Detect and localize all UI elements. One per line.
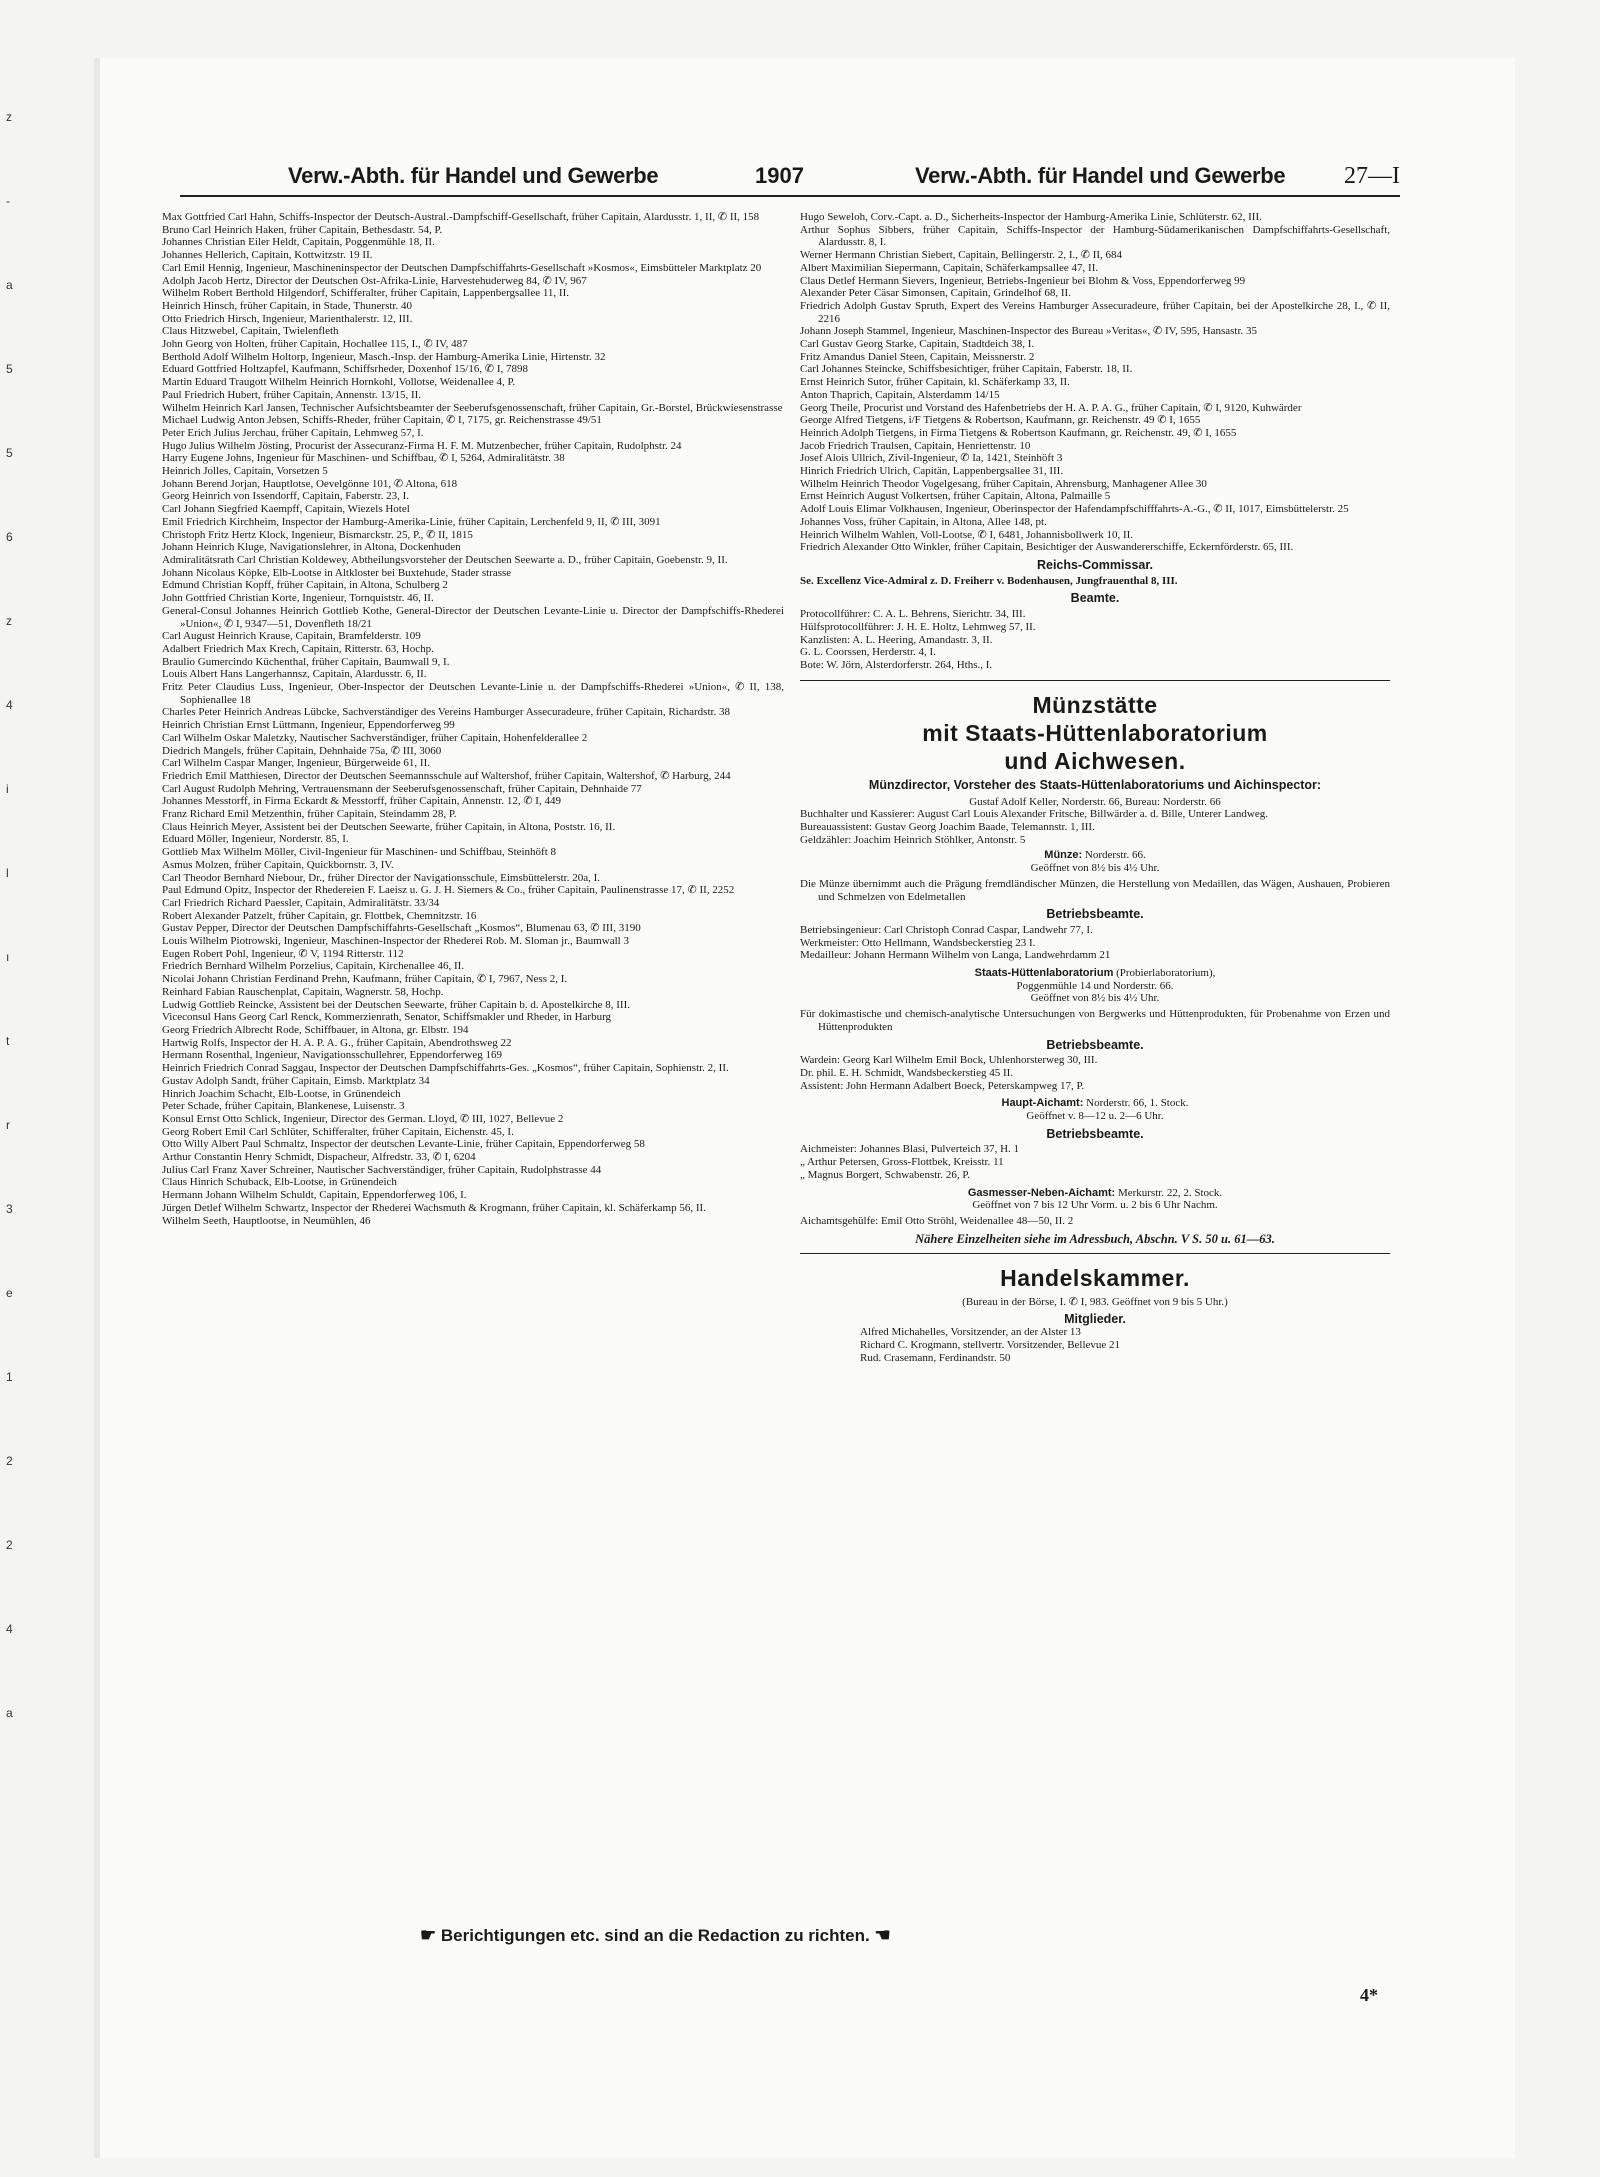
directory-entry: Arthur Constantin Henry Schmidt, Dispacheur, Alfredstr. 33, ✆ I, 6204 [162,1151,476,1164]
directory-entry: Heinrich Adolph Tietgens, in Firma Tietgens & Robertson Kaufmann, gr. Reichenstr. 49, ✆ I, 1655 [800,426,1237,439]
directory-entry: Diedrich Mangels, früher Capitain, Dehnhaide 75a, ✆ III, 3060 [162,744,442,757]
right-entries [800,211,1390,554]
directory-entry: Wilhelm Heinrich Theodor Vogelgesang, früher Capitain, Ahrensburg, Manhagener Allee 30 [800,477,1207,490]
margin-fragment: a [6,278,13,292]
directory-entry: Friedrich Emil Matthiesen, Director der Deutschen Seemannsschule auf Waltershof, früher Capitain, Waltershof, ✆ Harburg, 244 [162,769,731,782]
directory-entry: Berthold Adolf Wilhelm Holtorp, Ingenieur, Masch.-Insp. der Hamburg-Amerika Linie, Hirtenstr. 32 [162,350,606,363]
directory-entry: Otto Friedrich Hirsch, Ingenieur, Marienthalerstr. 12, III. [162,312,413,325]
betrieb3-list [800,1143,1390,1181]
gas-address: Merkurstr. 22, 2. Stock. [1117,1186,1223,1199]
muenze-text: Die Münze übernimmt auch die Prägung fremdländischer Münzen, die Herstellung von Medaillen, das Wägen, Aushauen, Probieren und Schmelzen von Edelmetallen [800,877,1390,903]
directory-entry: Reinhard Fabian Rauschenplat, Capitain, Wagnerstr. 58, Hochp. [162,985,444,998]
directory-entry: Hermann Rosenthal, Ingenieur, Navigationsschullehrer, Eppendorferweg 169 [162,1049,503,1062]
directory-entry: Claus Hitzwebel, Capitain, Twielenfleth [162,325,339,338]
directory-entry: Adolf Louis Elimar Volkhausen, Ingenieur, Oberinspector der Hafendampfschifffahrts-A.-G., ✆ II, 1017, Eimsbüttelerstr. 25 [800,503,1349,516]
directory-entry: Hugo Seweloh, Corv.-Capt. a. D., Sicherheits-Inspector der Hamburg-Amerika Linie, Schlüterstr. 62, III. [800,211,1262,223]
directory-entry: Heinrich Christian Ernst Lüttmann, Ingenieur, Eppendorferweg 99 [162,719,455,732]
directory-entry: John Gottfried Christian Korte, Ingenieur, Tornquiststr. 46, II. [162,592,434,605]
directory-entry: Christoph Fritz Hertz Klock, Ingenieur, Bismarckstr. 25, P., ✆ II, 1815 [162,528,473,541]
directory-entry: Gustav Pepper, Director der Deutschen Dampfschiffahrts-Gesellschaft „Kosmos“, Blumenau 63, ✆ III, 3190 [162,922,641,935]
directory-entry: Carl Friedrich Richard Paessler, Capitain, Admiralitätstr. 33/34 [162,896,440,909]
muenz-title-1: Münzstätte [1032,691,1158,718]
directory-entry: Johann Nicolaus Köpke, Elb-Lootse in Altkloster bei Buxtehude, Stader strasse [162,566,512,579]
muenz-title-2: mit Staats-Hüttenlaboratorium [922,719,1268,746]
right-column [800,211,1390,1364]
muenz-director-title: Münzdirector, Vorsteher des Staats-Hüttenlaboratoriums und Aichinspector: [868,777,1322,792]
directory-entry: Carl Johann Siegfried Kaempff, Capitain, Wiezels Hotel [162,503,410,516]
betrieb2-title: Betriebsbeamte. [1046,1037,1144,1052]
directory-entry: Bruno Carl Heinrich Haken, früher Capitain, Bethesdastr. 54, P. [162,223,443,236]
directory-entry: Albert Maximilian Siepermann, Capitain, Schäferkampsallee 47, II. [800,261,1099,274]
directory-entry: Asmus Molzen, früher Capitain, Quickbornstr. 3, IV. [162,858,394,871]
margin-fragment: - [6,194,10,208]
pointing-hand-right-icon: ☚ [874,1925,891,1945]
directory-entry: Robert Alexander Patzelt, früher Capitain, gr. Flottbek, Chemnitzstr. 16 [162,909,477,922]
betrieb1-title: Betriebsbeamte. [1046,907,1144,922]
directory-entry: Fritz Peter Claudius Luss, Ingenieur, Ober-Inspector der Deutschen Levante-Linie u. der Dampfschiffs-Rhederei »Union«, ✆ II, 138, Sophienallee 18 [162,681,784,706]
aich-line [800,1097,1390,1110]
member-entry: Richard C. Krogmann, stellvertr. Vorsitzender, Bellevue 21 [860,1338,1121,1351]
staff-entry: Betriebsingenieur: Carl Christoph Conrad Caspar, Landwehr 77, I. [800,923,1093,936]
staff-entry: Medailleur: Johann Hermann Wilhelm von Langa, Landwehrdamm 21 [800,949,1111,962]
margin-fragment: 5 [6,362,13,376]
directory-entry: Harry Eugene Johns, Ingenieur für Maschinen- und Schiffbau, ✆ I, 5264, Admiralitätstr. 38 [162,452,565,465]
aich-label: Haupt-Aichamt: [1001,1097,1084,1110]
directory-entry: Hermann Johann Wilhelm Schuldt, Capitain, Eppendorferweg 106, I. [162,1189,467,1202]
directory-entry: Viceconsul Hans Georg Carl Renck, Kommerzienrath, Senator, Schiffsmakler und Rheder, in Harburg [162,1011,612,1024]
directory-entry: Georg Heinrich von Issendorff, Capitain, Faberstr. 23, I. [162,490,410,503]
directory-entry: Ernst Heinrich August Volkertsen, früher Capitain, Altona, Palmaille 5 [800,490,1111,503]
directory-entry: Werner Hermann Christian Siebert, Capitain, Bellingerstr. 2, I., ✆ II, 684 [800,249,1123,262]
directory-entry: Johann Joseph Stammel, Ingenieur, Maschinen-Inspector des Bureau »Veritas«, ✆ IV, 595, Hansastr. 35 [800,325,1258,338]
huetten-line [800,967,1390,980]
directory-entry: Anton Thaprich, Capitain, Alsterdamm 14/15 [800,388,1000,401]
member-entry: Rud. Crasemann, Ferdinandstr. 50 [860,1351,1011,1364]
pointing-hand-left-icon: ☛ [420,1925,437,1945]
staff-entry: Aichmeister: Johannes Blasi, Pulverteich 37, H. 1 [800,1143,1020,1156]
header-left-title: Verw.-Abth. für Handel und Gewerbe [288,163,659,188]
directory-entry: Wilhelm Heinrich Karl Jansen, Technischer Aufsichtsbeamter der Seeberufsgenossenschaft, früher Capitain, Gr.-Borstel, Brückwiesenstrasse [162,401,783,414]
muenze-line [800,849,1390,862]
staff-entry: Werkmeister: Otto Hellmann, Wandsbeckerstieg 23 I. [800,936,1036,949]
directory-entry: General-Consul Johannes Heinrich Gottlieb Kothe, General-Director der Deutschen Levante-Linie u. Director der Dampfschiffs-Rhederei »Union«, ✆ I, 9347—51, Dovenfleth 18/21 [162,604,784,630]
reichs-commissar-title: Reichs-Commissar. [1036,557,1154,572]
section-rule [800,680,1390,681]
directory-entry: Jacob Friedrich Traulsen, Capitain, Henriettenstr. 10 [800,439,1031,452]
directory-entry: Edmund Christian Kopff, früher Capitain, in Altona, Schulberg 2 [162,579,448,592]
beamte-entry: Bote: W. Jörn, Alsterdorferstr. 264, Hths., I. [800,658,993,671]
margin-fragment: l [6,866,9,880]
margin-fragment: r [6,1118,10,1132]
directory-entry: Louis Wilhelm Piotrowski, Ingenieur, Maschinen-Inspector der Rhederei Rob. M. Sloman jr., Baumwall 3 [162,935,629,948]
directory-entry: Johannes Messtorff, in Firma Eckardt & Messtorff, früher Capitain, Annenstr. 12, ✆ I, 449 [162,795,561,808]
directory-entry: Ernst Heinrich Sutor, früher Capitain, kl. Schäferkamp 33, II. [800,376,1070,389]
directory-entry: Otto Willy Albert Paul Schmaltz, Inspector der deutschen Levante-Linie, früher Capitain, Eppendorferweg 58 [162,1138,645,1151]
gas-label: Gasmesser-Neben-Aichamt: [967,1186,1116,1199]
margin-fragment: 3 [6,1202,13,1216]
beamte-entry: Protocollführer: C. A. L. Behrens, Sierichtr. 34, III. [800,608,1026,621]
betrieb1-list [800,924,1390,962]
directory-entry: Adalbert Friedrich Max Krech, Capitain, Ritterstr. 63, Hochp. [162,642,434,655]
directory-entry: Heinrich Jolles, Capitain, Vorsetzen 5 [162,465,328,478]
header-year: 1907 [755,163,804,188]
directory-entry: Carl Theodor Bernhard Niebour, Dr., früher Director der Navigationsschule, Eimsbüttelerstr. 20a, I. [162,871,601,884]
handelskammer-members [800,1326,1390,1364]
directory-entry: Friedrich Bernhard Wilhelm Porzelius, Capitain, Kirchenallee 46, II. [162,960,465,973]
huetten-hours: Geöffnet von 8½ bis 4½ Uhr. [1030,992,1160,1005]
directory-entry: Eduard Möller, Ingenieur, Norderstr. 85, I. [162,833,349,846]
directory-entry: Arthur Sophus Sibbers, früher Capitain, Schiffs-Inspector der Hamburg-Südamerikanischen Dampfschiffahrts-Gesellschaft, Alardusstr. 8, I. [800,223,1390,249]
header-page-number: 27—I [1344,163,1400,189]
directory-entry: Max Gottfried Carl Hahn, Schiffs-Inspector der Deutsch-Austral.-Dampfschiff-Gesellschaft, früher Capitain, Alardusstr. 1, II, ✆ II, 158 [162,211,760,223]
directory-entry: Louis Albert Hans Langerhannsz, Capitain, Alardusstr. 6, II. [162,668,427,681]
directory-entry: Wilhelm Seeth, Hauptlootse, in Neumühlen, 46 [162,1214,371,1227]
directory-entry: Charles Peter Heinrich Andreas Lübcke, Sachverständiger des Vereins Hamburger Assecuradeure, früher Capitain, Richardstr. 38 [162,706,731,719]
muenz-director: Gustaf Adolf Keller, Norderstr. 66, Bureau: Norderstr. 66 [969,795,1221,808]
margin-fragment: 2 [6,1538,13,1552]
directory-entry: Georg Theile, Procurist und Vorstand des Hafenbetriebs der H. A. P. A. G., früher Capitain, ✆ I, 9120, Kuhwärder [800,401,1302,414]
directory-entry: Paul Edmund Opitz, Inspector der Rhedereien F. Laeisz u. G. J. H. Siemers & Co., früher Capitain, Paulinenstrasse 17, ✆ II, 2252 [162,884,735,897]
staff-entry: Buchhalter und Kassierer: August Carl Louis Alexander Fritsche, Billwärder a. d. Bille, Unterer Landweg. [800,808,1268,821]
margin-fragment: z [6,614,12,628]
betrieb3-title: Betriebsbeamte. [1046,1126,1144,1141]
beamte-entry: Hülfsprotocollführer: J. H. E. Holtz, Lehmweg 57, II. [800,620,1036,633]
beamte-entry: G. L. Coorssen, Herderstr. 4, I. [800,646,936,659]
directory-entry: Admiralitätsrath Carl Christian Koldewey, Abtheilungsvorsteher der Deutschen Seewarte a. D., früher Capitain, Goebenstr. 9, II. [162,553,728,566]
directory-entry: Georg Friedrich Albrecht Rode, Schiffbauer, in Altona, gr. Elbstr. 194 [162,1024,469,1036]
handelskammer-title: Handelskammer. [1000,1265,1190,1292]
margin-fragment: e [6,1286,13,1300]
muenze-hours: Geöffnet von 8½ bis 4½ Uhr. [1030,862,1160,875]
left-page-margin [0,110,30,1810]
directory-entry: Johannes Hellerich, Capitain, Kottwitzstr. 19 II. [162,249,373,262]
huetten-text: Für dokimastische und chemisch-analytische Untersuchungen von Bergwerks und Hüttenprodukten, für Probenahme von Erzen und Hüttenprodukten [800,1008,1390,1033]
margin-fragment: 5 [6,446,13,460]
section-rule-2 [800,1253,1390,1254]
directory-entry: John Georg von Holten, früher Capitain, Hochallee 115, I., ✆ IV, 487 [162,338,468,351]
huetten-label: Staats-Hüttenlaboratorium [974,967,1114,980]
directory-entry: Adolph Jacob Hertz, Director der Deutschen Ost-Afrika-Linie, Harvestehuderweg 84, ✆ IV, 967 [162,274,587,287]
directory-entry: Emil Friedrich Kirchheim, Inspector der Hamburg-Amerika-Linie, früher Capitain, Lerchenfeld 9, II, ✆ III, 3091 [162,515,661,528]
directory-entry: Johann Heinrich Kluge, Navigationslehrer, in Altona, Dockenhuden [162,541,461,554]
directory-entry: Johannes Voss, früher Capitain, in Altona, Allee 148, pt. [800,515,1047,528]
directory-entry: Carl Wilhelm Caspar Manger, Ingenieur, Bürgerweide 61, II. [162,757,430,770]
directory-entry: Heinrich Hinsch, früher Capitain, in Stade, Thunerstr. 40 [162,299,412,312]
directory-entry: Claus Heinrich Meyer, Assistent bei der Deutschen Seewarte, früher Capitain, in Altona, Poststr. 16, II. [162,820,616,833]
staff-entry: „ Arthur Petersen, Gross-Flottbek, Kreisstr. 11 [800,1156,1004,1169]
directory-entry: Claus Detlef Hermann Sievers, Ingenieur, Betriebs-Ingenieur bei Blohm & Voss, Eppendorferweg 99 [800,274,1246,287]
directory-entry: Josef Alois Ullrich, Zivil-Ingenieur, ✆ Ia, 1421, Steinhöft 3 [800,452,1063,465]
directory-entry: Hartwig Rolfs, Inspector der H. A. P. A. G., früher Capitain, Abendrothsweg 22 [162,1036,512,1049]
directory-entry: Gottlieb Max Wilhelm Möller, Civil-Ingenieur für Maschinen- und Schiffbau, Steinhöft 8 [162,846,557,859]
reichs-commissar-text: Se. Excellenz Vice-Admiral z. D. Freiherr v. Bodenhausen, Jungfrauenthal 8, III. [800,574,1178,587]
betrieb2-list [800,1054,1390,1092]
huetten-address: Poggenmühle 14 und Norderstr. 66. [1016,979,1174,992]
directory-entry: Fritz Amandus Daniel Steen, Capitain, Meissnerstr. 2 [800,350,1035,363]
directory-entry: Eduard Gottfried Holtzapfel, Kaufmann, Schiffsrheder, Doxenhof 15/16, ✆ I, 7898 [162,363,528,376]
directory-entry: Carl August Heinrich Krause, Capitain, Bramfelderstr. 109 [162,630,421,643]
directory-entry: Hinrich Joachim Schacht, Elb-Lootse, in Grünendeich [162,1087,401,1100]
directory-entry: Martin Eduard Traugott Wilhelm Heinrich Hornkohl, Vollotse, Weidenallee 4, P. [162,376,516,389]
directory-entry: Peter Erich Julius Jerchau, früher Capitain, Lehmweg 57, I. [162,426,424,439]
gas-line [800,1187,1390,1200]
staff-entry: Geldzähler: Joachim Heinrich Stöhlker, Antonstr. 5 [800,833,1026,846]
directory-entry: Claus Hinrich Schuback, Elb-Lootse, in Grünendeich [162,1176,397,1189]
directory-entry: Konsul Ernst Otto Schlick, Ingenieur, Director des German. Lloyd, ✆ III, 1027, Bellevue 2 [162,1112,564,1125]
staff-entry: Bureauassistent: Gustav Georg Joachim Baade, Telemannstr. 1, III. [800,821,1095,834]
page-header [180,163,1400,197]
directory-entry: Carl Emil Hennig, Ingenieur, Maschineninspector der Deutschen Dampfschiffahrts-Gesellschaft »Kosmos«, Eimsbütteler Marktplatz 20 [162,261,762,274]
beamte-title: Beamte. [1070,591,1120,606]
margin-fragment: 4 [6,698,13,712]
directory-entry: Michael Ludwig Anton Jebsen, Schiffs-Rheder, früher Capitain, ✆ I, 7175, gr. Reichenstrasse 49/51 [162,414,602,427]
directory-entry: Nicolai Johann Christian Ferdinand Prehn, Kaufmann, früher Capitain, ✆ I, 7967, Ness 2, I. [162,973,568,986]
aich-address: Norderstr. 66, 1. Stock. [1086,1097,1189,1110]
left-column [162,211,784,1227]
footer-text: Berichtigungen etc. sind an die Redaction zu richten. [440,1926,870,1945]
directory-entry: Carl August Rudolph Mehring, Vertrauensmann der Seeberufsgenossenschaft, früher Capitain, Dehnhaide 77 [162,782,642,795]
directory-entry: Wilhelm Robert Berthold Hilgendorf, Schifferalter, früher Capitain, Lappenbergsallee 11, II. [162,287,570,300]
margin-fragment: ı [6,950,10,964]
directory-entry: Johann Berend Jorjan, Hauptlotse, Oevelgönne 101, ✆ Altona, 618 [162,477,458,490]
staff-entry: Wardein: Georg Karl Wilhelm Emil Bock, Uhlenhorsterweg 30, III. [800,1054,1098,1067]
directory-entry: Ludwig Gottlieb Reincke, Assistent bei der Deutschen Seewarte, früher Capitain b. d. Apostelkirche 8, III. [162,998,630,1011]
directory-entry: Friedrich Adolph Gustav Spruth, Expert des Vereins Hamburger Assecuradeure, früher Capitain, bei der Apostelkirche 28, I., ✆ II, 2216 [800,299,1390,325]
handelskammer-mitglieder: Mitglieder. [1064,1312,1126,1327]
directory-entry: Heinrich Wilhelm Wahlen, Voll-Lootse, ✆ I, 6481, Johannisbollwerk 10, II. [800,528,1134,541]
staff-entry: Dr. phil. E. H. Schmidt, Wandsbeckerstieg 45 II. [800,1066,1014,1079]
directory-entry: Friedrich Alexander Otto Winkler, früher Capitain, Besichtiger der Auswandererschiffe, Eckernförderstr. 65, III. [800,541,1294,554]
muenze-address: Norderstr. 66. [1084,849,1146,862]
directory-entry: Julius Carl Franz Xaver Schreiner, Nautischer Sachverständiger, früher Capitain, Rudolphstrasse 44 [162,1163,602,1176]
directory-entry: Franz Richard Emil Metzenthin, früher Capitain, Steindamm 28, P. [162,808,457,821]
beamte-entry: Kanzlisten: A. L. Heering, Amandastr. 3, II. [800,633,993,646]
margin-fragment: t [6,1034,10,1048]
page-footer [420,1925,1320,1946]
directory-entry: Jürgen Detlef Wilhelm Schwartz, Inspector der Rhederei Wachsmuth & Krogmann, früher Capitain, kl. Schäferkamp 56, II. [162,1201,706,1214]
muenz-staff [800,808,1390,846]
margin-fragment: 6 [6,530,13,544]
margin-fragment: 2 [6,1454,13,1468]
header-right-title: Verw.-Abth. für Handel und Gewerbe [915,163,1286,188]
margin-fragment: i [6,782,9,796]
aichgehuelfe: Aichamtsgehülfe: Emil Otto Ströhl, Weidenallee 48—50, II. 2 [800,1215,1074,1227]
margin-fragment: 4 [6,1622,13,1636]
directory-entry: Carl Johannes Steincke, Schiffsbesichtiger, früher Capitain, Faberstr. 18, II. [800,363,1133,376]
directory-entry: Hinrich Friedrich Ulrich, Capitän, Lappenbergsallee 31, III. [800,465,1064,478]
margin-fragment: 1 [6,1370,13,1384]
directory-entry: Georg Robert Emil Carl Schlüter, Schifferalter, früher Capitain, Eichenstr. 45, I. [162,1125,514,1138]
directory-entry: Braulio Gumercindo Küchenthal, früher Capitain, Baumwall 9, I. [162,655,450,668]
directory-entry: Peter Schade, früher Capitain, Blankenese, Luisenstr. 3 [162,1100,405,1113]
directory-entry: Heinrich Friedrich Conrad Saggau, Inspector der Deutschen Dampfschiffahrts-Ges. „Kosmos“, früher Capitain, Sophienstr. 2, II. [162,1062,729,1075]
directory-entry: Carl Wilhelm Oskar Maletzky, Nautischer Sachverständiger, früher Capitain, Hohenfelderallee 2 [162,731,588,744]
muenz-title-3: und Aichwesen. [1004,747,1186,774]
directory-entry: Gustav Adolph Sandt, früher Capitain, Eimsb. Marktplatz 34 [162,1074,430,1087]
margin-fragment: z [6,110,12,124]
member-entry: Alfred Michahelles, Vorsitzender, an der Alster 13 [860,1326,1081,1339]
handelskammer-sub: (Bureau in der Börse, I. ✆ I, 983. Geöffnet von 9 bis 5 Uhr.) [962,1296,1228,1309]
page-number: 4* [1360,1985,1378,2005]
directory-entry: Alexander Peter Cäsar Simonsen, Capitain, Grindelhof 68, II. [800,287,1071,300]
staff-entry: Assistent: John Hermann Adalbert Boeck, Peterskampweg 17, P. [800,1079,1085,1092]
staff-entry: „ Magnus Borgert, Schwabenstr. 26, P. [800,1168,970,1181]
aich-hours: Geöffnet v. 8—12 u. 2—6 Uhr. [1026,1110,1164,1123]
muenze-label: Münze: [1044,849,1083,862]
directory-entry: Hugo Julius Wilhelm Jösting, Procurist der Assecuranz-Firma H. F. M. Mutzenbecher, früher Capitain, Rudolphstr. 24 [162,439,682,452]
gas-hours: Geöffnet von 7 bis 12 Uhr Vorm. u. 2 bis 6 Uhr Nachm. [972,1199,1218,1212]
beamte-list [800,608,1390,672]
margin-fragment: a [6,1706,13,1720]
directory-entry: Paul Friedrich Hubert, früher Capitain, Annenstr. 13/15, II. [162,388,422,401]
huetten-sub: (Probierlaboratorium), [1116,967,1216,980]
directory-entry: Johannes Christian Eiler Heldt, Capitain, Poggenmühle 18, II. [162,236,435,249]
directory-entry: Carl Gustav Georg Starke, Capitain, Stadtdeich 38, I. [800,338,1035,351]
directory-entry: George Alfred Tietgens, i/F Tietgens & Robertson, Kaufmann, gr. Reichenstr. 49 ✆ I, 1655 [800,414,1201,427]
directory-entry: Eugen Robert Pohl, Ingenieur, ✆ V, 1194 Ritterstr. 112 [162,947,404,960]
naehere-note: Nähere Einzelheiten siehe im Adressbuch, Abschn. V S. 50 u. 61—63. [915,1231,1275,1246]
